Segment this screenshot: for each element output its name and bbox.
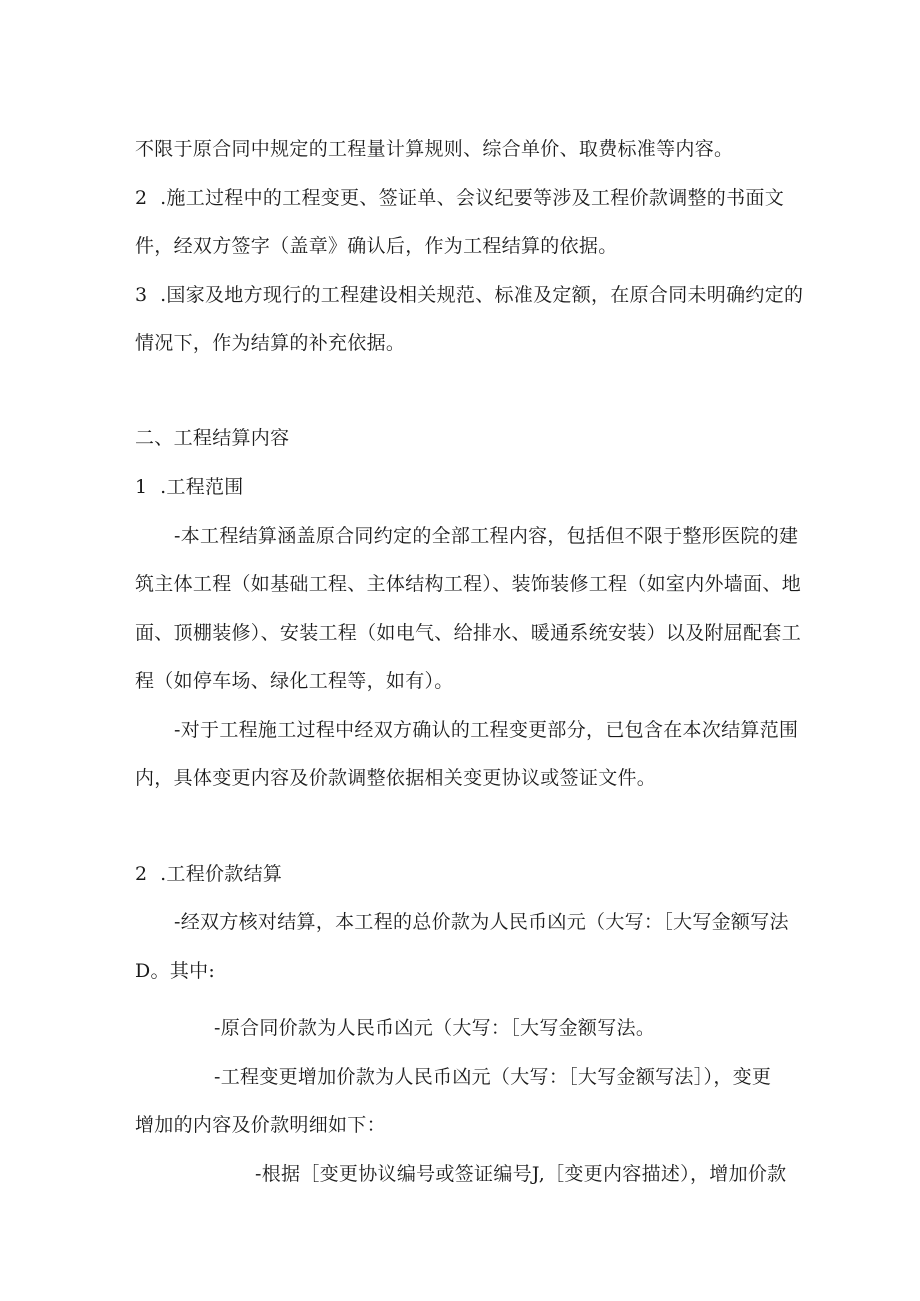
list-item-3-line-2: 情况下，作为结算的补充依据。 bbox=[135, 332, 406, 354]
list-item-2-line-2: 件，经双方签字（盖章》确认后，作为工程结算的依据。 bbox=[135, 235, 618, 257]
change-detail-line-1: -根据［变更协议编号或签证编号J,［变更内容描述），增加价款 bbox=[255, 1163, 787, 1185]
change-increase-line-1: -工程变更增加价款为人民币凶元（大写：［大写金额写法］），变更 bbox=[214, 1066, 772, 1088]
price-paragraph-line-1: -经双方核对结算，本工程的总价款为人民币凶元（大写：［大写金额写法 bbox=[174, 911, 789, 933]
section-heading-2: 二、工程结算内容 bbox=[135, 427, 290, 449]
price-paragraph-line-2: D。其中: bbox=[135, 960, 216, 982]
subheading-price-settlement: 2 .工程价款结算 bbox=[135, 863, 283, 885]
scope-paragraph-2-line-2: 内，具体变更内容及价款调整依据相关变更协议或签证文件。 bbox=[135, 767, 657, 789]
change-increase-line-2: 增加的内容及价款明细如下： bbox=[135, 1114, 386, 1136]
scope-paragraph-1-line-1: -本工程结算涵盖原合同约定的全部工程内容，包括但不限于整形医院的建 bbox=[174, 525, 799, 547]
scope-paragraph-1-line-3: 面、顶棚装修）、安装工程（如电气、给排水、暖通系统安装）以及附屈配套工 bbox=[135, 622, 802, 644]
list-item-2-line-1: 2 .施工过程中的工程变更、签证单、会议纪要等涉及工程价款调整的书面文 bbox=[135, 187, 785, 209]
scope-paragraph-1-line-4: 程（如停车场、绿化工程等，如有）。 bbox=[135, 670, 454, 692]
text-line-1: 不限于原合同中规定的工程量计算规则、综合单价、取费标准等内容。 bbox=[135, 138, 734, 160]
scope-paragraph-1-line-2: 筑主体工程（如基础工程、主体结构工程）、装饰装修工程（如室内外墙面、地 bbox=[135, 573, 802, 595]
original-contract-price: -原合同价款为人民币凶元（大写：［大写金额写法。 bbox=[214, 1017, 656, 1039]
subheading-scope: 1 .工程范围 bbox=[135, 476, 244, 498]
scope-paragraph-2-line-1: -对于工程施工过程中经双方确认的工程变更部分，已包含在本次结算范围 bbox=[174, 719, 799, 741]
list-item-3-line-1: 3 .国家及地方现行的工程建设相关规范、标准及定额，在原合同未明确约定的 bbox=[135, 284, 804, 306]
